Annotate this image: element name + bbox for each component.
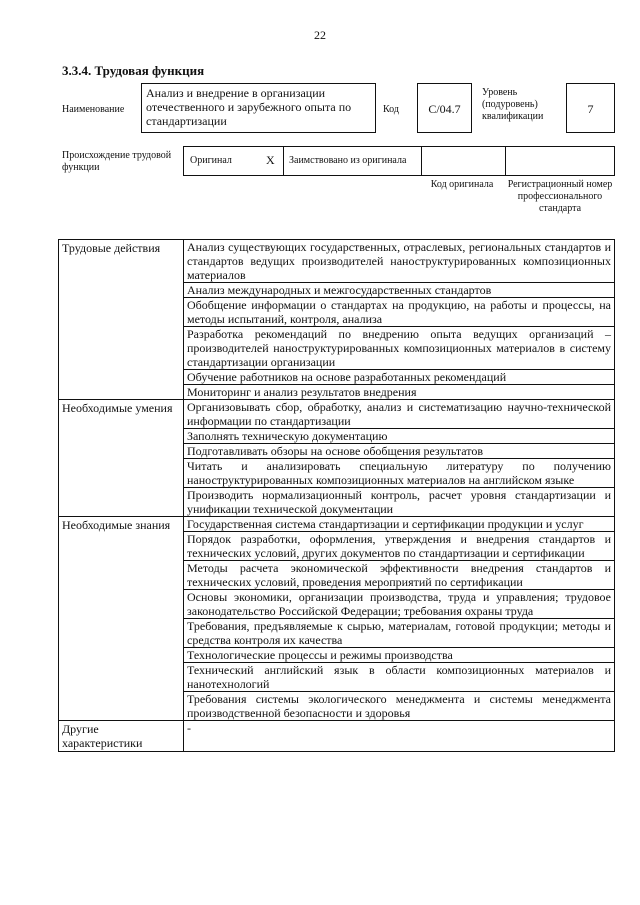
table-cell: Основы экономики, организации производства, труда и управления; трудовое законодательство Российской Федерации; требования охраны труда bbox=[184, 590, 615, 619]
table-cell: Технологические процессы и режимы производства bbox=[184, 648, 615, 663]
origin-label: Происхождение трудовой функции bbox=[62, 150, 172, 173]
table-cell: Обобщение информации о стандартах на продукцию, на работы и процессы, на методы испытаний, контроля, анализа bbox=[184, 298, 615, 327]
original-label: Оригинал bbox=[190, 155, 232, 166]
section-title: 3.3.4. Трудовая функция bbox=[62, 63, 205, 78]
table-cell: Подготавливать обзоры на основе обобщения результатов bbox=[184, 444, 615, 459]
table-cell: Порядок разработки, оформления, утверждения и внедрения стандартов и технических условий, других документов по стандартизации и сертификации bbox=[184, 532, 615, 561]
code-original-label: Код оригинала bbox=[430, 179, 494, 190]
table-cell: Государственная система стандартизации и сертификации продукции и услуг bbox=[184, 517, 615, 532]
table-cell: - bbox=[184, 721, 615, 752]
table-cell: Читать и анализировать специальную литературу по получению наноструктурированных композиционных материалов на английском языке bbox=[184, 459, 615, 488]
name-value: Анализ и внедрение в организации отечественного и зарубежного опыта по стандартизации bbox=[141, 83, 376, 133]
function-table bbox=[58, 239, 615, 752]
reg-number-label: Регистрационный номер профессионального стандарта bbox=[507, 179, 613, 214]
origin-divider-2 bbox=[421, 147, 422, 175]
section-label: Трудовые действия bbox=[59, 240, 184, 400]
origin-table bbox=[183, 146, 615, 176]
section-label: Необходимые знания bbox=[59, 517, 184, 721]
section-label: Другие характеристики bbox=[59, 721, 184, 752]
table-cell: Обучение работников на основе разработанных рекомендаций bbox=[184, 370, 615, 385]
table-cell: Производить нормализационный контроль, расчет уровня стандартизации и унификации технической документации bbox=[184, 488, 615, 517]
table-cell: Методы расчета экономической эффективности внедрения стандартов и технических условий, проведения мероприятий по сертификации bbox=[184, 561, 615, 590]
name-label: Наименование bbox=[62, 104, 125, 115]
table-cell: Анализ существующих государственных, отраслевых, региональных стандартов и стандартов ведущих производителей наноструктурированных композиционных материалов bbox=[184, 240, 615, 283]
table-row bbox=[59, 517, 615, 532]
table-cell: Анализ международных и межгосударственных стандартов bbox=[184, 283, 615, 298]
origin-divider-3 bbox=[505, 147, 506, 175]
table-cell: Заполнять техническую документацию bbox=[184, 429, 615, 444]
original-mark: X bbox=[266, 153, 275, 167]
table-row bbox=[59, 240, 615, 283]
borrowed-label: Заимствовано из оригинала bbox=[289, 155, 407, 166]
section-label: Необходимые умения bbox=[59, 400, 184, 517]
page-number: 22 bbox=[314, 28, 326, 42]
table-row bbox=[59, 721, 615, 752]
code-value: C/04.7 bbox=[417, 83, 472, 133]
level-value: 7 bbox=[566, 83, 615, 133]
table-cell: Требования системы экологического менеджмента и системы менеджмента производственной безопасности и здоровья bbox=[184, 692, 615, 721]
table-cell: Мониторинг и анализ результатов внедрения bbox=[184, 385, 615, 400]
origin-divider-1 bbox=[283, 147, 284, 175]
table-cell: Требования, предъявляемые к сырью, материалам, готовой продукции; методы и средства контроля их качества bbox=[184, 619, 615, 648]
table-cell: Организовывать сбор, обработку, анализ и систематизацию научно-технической информации по стандартизации bbox=[184, 400, 615, 429]
code-label: Код bbox=[383, 104, 399, 115]
table-row bbox=[59, 400, 615, 429]
table-cell: Технический английский язык в области композиционных материалов и нанотехнологий bbox=[184, 663, 615, 692]
table-cell: Разработка рекомендаций по внедрению опыта ведущих организаций – производителей наноструктурированных композиционных материалов в систему стандартизации организации bbox=[184, 327, 615, 370]
level-label: Уровень (подуровень) квалификации bbox=[482, 87, 544, 122]
